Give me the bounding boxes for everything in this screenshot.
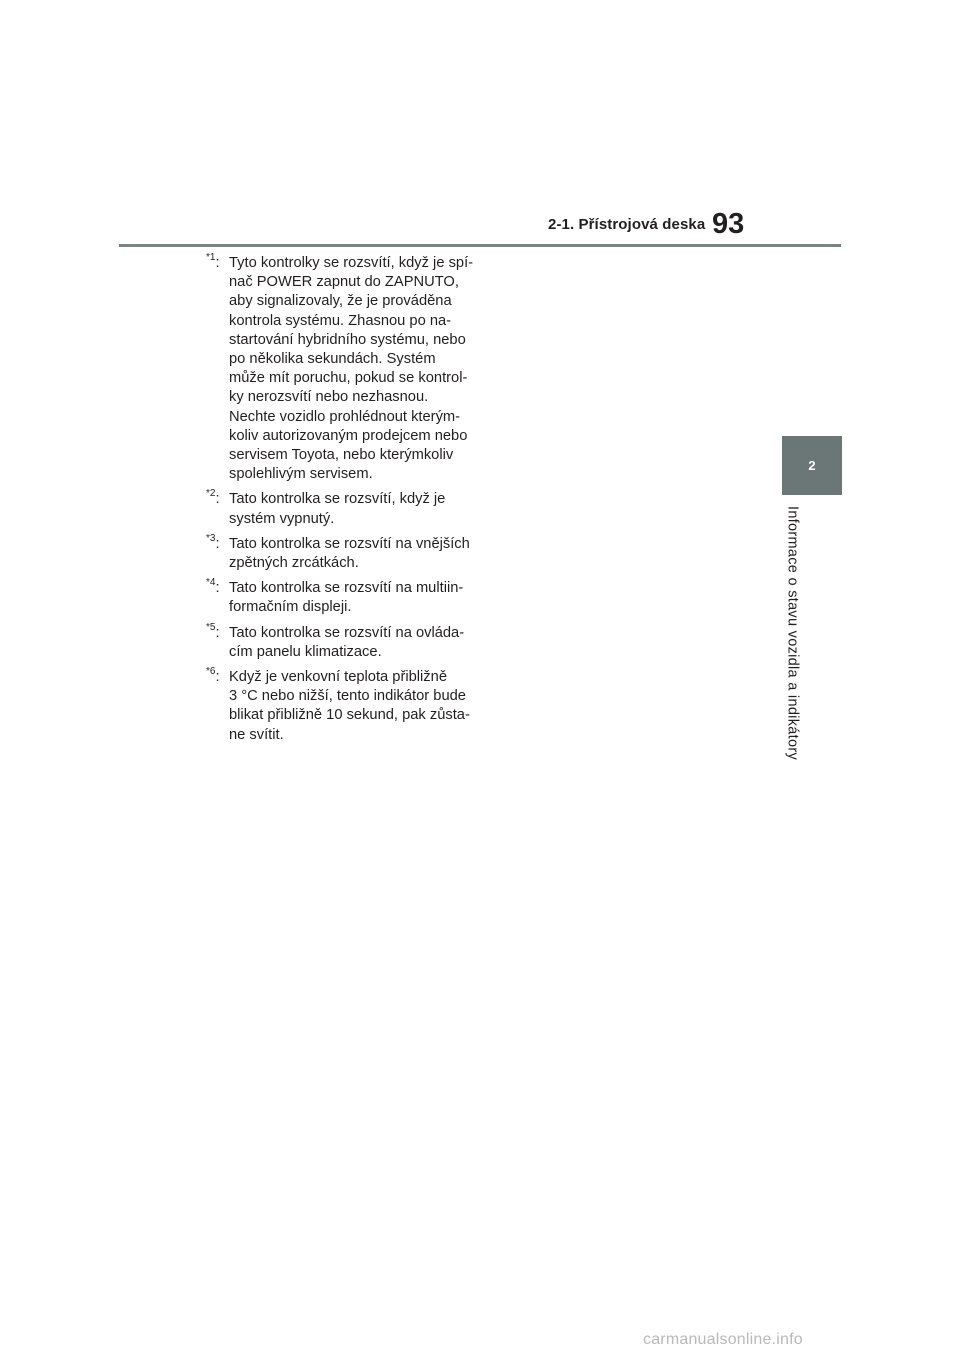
footnote-6 [206,668,478,745]
footnote-text: Když je venkovní teplota přibližně 3 °C nebo nižší, tento indikátor bude blikat přibližně 10 sekund, pak zůsta- ne svítit. [229,669,470,743]
header-divider [119,244,841,247]
footnote-list [206,254,478,751]
footnote-text: Tyto kontrolky se rozsvítí, když je spí- nač POWER zapnut do ZAPNUTO, aby signalizovaly, že je prováděna kontrola systému. Zhasnou po na- startování hybridního systému, nebo po několika sekundách. Systém může mít poruchu, pokud se kontrol- ky nerozsvítí nebo nezhasnou. Nechte vozidlo prohlédnout kterým- koliv autorizovaným prodejcem nebo servisem Toyota, nebo kterýmkoliv spolehlivým servisem. [229,255,474,483]
watermark-text: carmanualsonline.info [643,1331,803,1348]
footnote-marker: $^{*2}$: [206,488,220,508]
chapter-tab [782,436,842,495]
footnote-marker: $^{*1}$: [206,252,220,271]
footnote-text: Tato kontrolka se rozsvítí, když je systém vypnutý. [229,491,446,527]
footnote-4 [206,579,478,617]
footnote-marker: $^{*4}$: [206,577,220,597]
section-title: 2-1. Přístrojová deska [548,216,706,233]
footnote-text: Tato kontrolka se rozsvítí na vnějších zpětných zrcátkách. [229,535,470,572]
chapter-title: Informace o stavu vozidla a indikátory [784,506,801,760]
footnote-5 [206,621,478,662]
footnote-2 [206,490,478,528]
page-number: 93 [712,208,745,240]
footnote-text: Tato kontrolka se rozsvítí na multiin- formačním displeji. [229,580,464,616]
footnote-3 [206,532,478,573]
footnote-marker: $^{*5}$: [206,621,220,641]
footnote-marker: $^{*6}$: [206,666,220,686]
footnote-text: Tato kontrolka se rozsvítí na ovláda- cím panelu klimatizace. [229,624,465,660]
chapter-number: 2 [808,458,816,473]
footnote-marker: $^{*3}$: [206,532,220,552]
footnote-1 [206,254,478,484]
